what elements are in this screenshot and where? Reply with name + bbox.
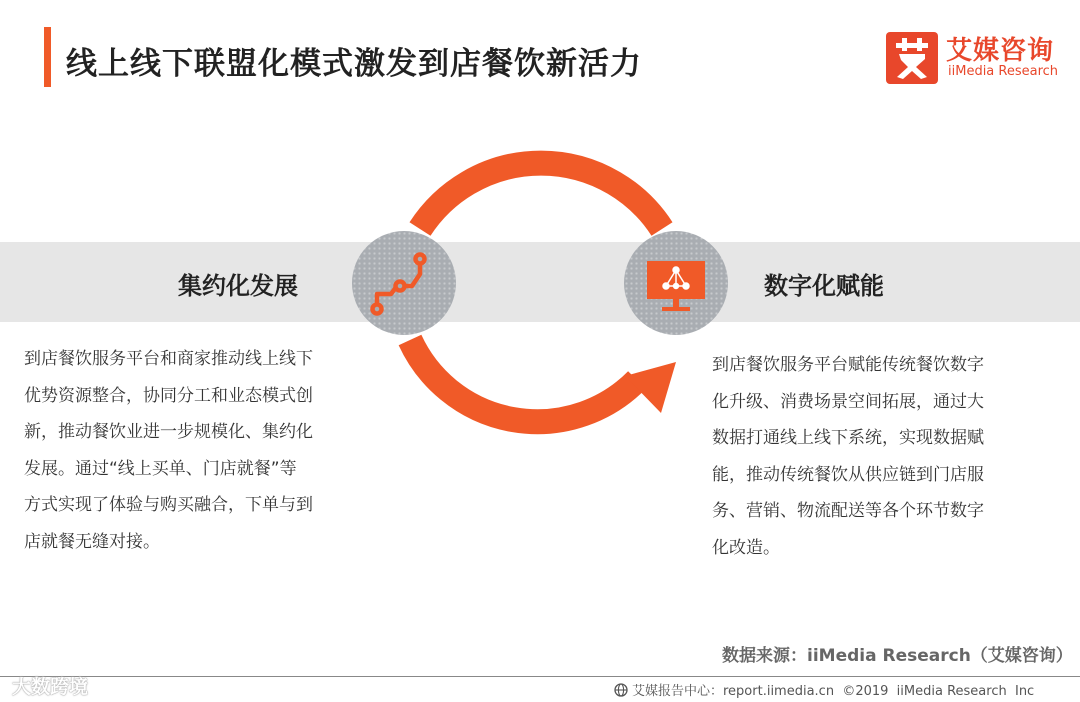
top-arc (420, 163, 662, 229)
bottom-arc (410, 340, 637, 422)
paragraph-line: 新，推动餐饮业进一步规模化、集约化 (24, 422, 313, 442)
paragraph-right (712, 347, 984, 566)
paragraph-line: 店就餐无缝对接。 (24, 531, 160, 552)
path-nodes-icon (352, 231, 456, 335)
paragraph-line: 方式实现了体验与购买融合，下单与到 (24, 495, 313, 515)
paragraph-left (24, 341, 313, 560)
paragraph-line: 到店餐饮服务平台和商家推动线上线下 (24, 349, 313, 369)
watermark: 大数跨境 (12, 676, 89, 698)
paragraph-line: 务、营销、物流配送等各个环节数字 (712, 501, 984, 521)
logo-text-en: iiMedia Research (948, 64, 1059, 79)
footer (614, 680, 1034, 699)
paragraph-line: 化改造。 (712, 537, 780, 558)
logo-text-cn: 艾媒咨询 (946, 36, 1055, 66)
heading-right: 数字化赋能 (764, 272, 884, 300)
paragraph-line: 发展。通过“线上买单、门店就餐”等 (24, 458, 297, 479)
data-source: 数据来源：iiMedia Research（艾媒咨询） (722, 646, 1073, 666)
monitor-network-icon (624, 231, 728, 335)
footer-text: 艾媒报告中心：report.iimedia.cn ©2019 iiMedia Research Inc (632, 684, 1035, 699)
paragraph-line: 到店餐饮服务平台赋能传统餐饮数字 (712, 355, 984, 375)
globe-icon (614, 683, 628, 697)
paragraph-line: 数据打通线上线下系统，实现数据赋 (712, 428, 984, 448)
paragraph-line: 化升级、消费场景空间拓展，通过大 (712, 391, 984, 412)
page-title: 线上线下联盟化模式激发到店餐饮新活力 (66, 46, 642, 82)
heading-left: 集约化发展 (178, 272, 298, 300)
footer-divider (0, 676, 1080, 677)
paragraph-line: 优势资源整合，协同分工和业态模式创 (24, 385, 313, 406)
paragraph-line: 能，推动传统餐饮从供应链到门店服 (712, 464, 984, 485)
